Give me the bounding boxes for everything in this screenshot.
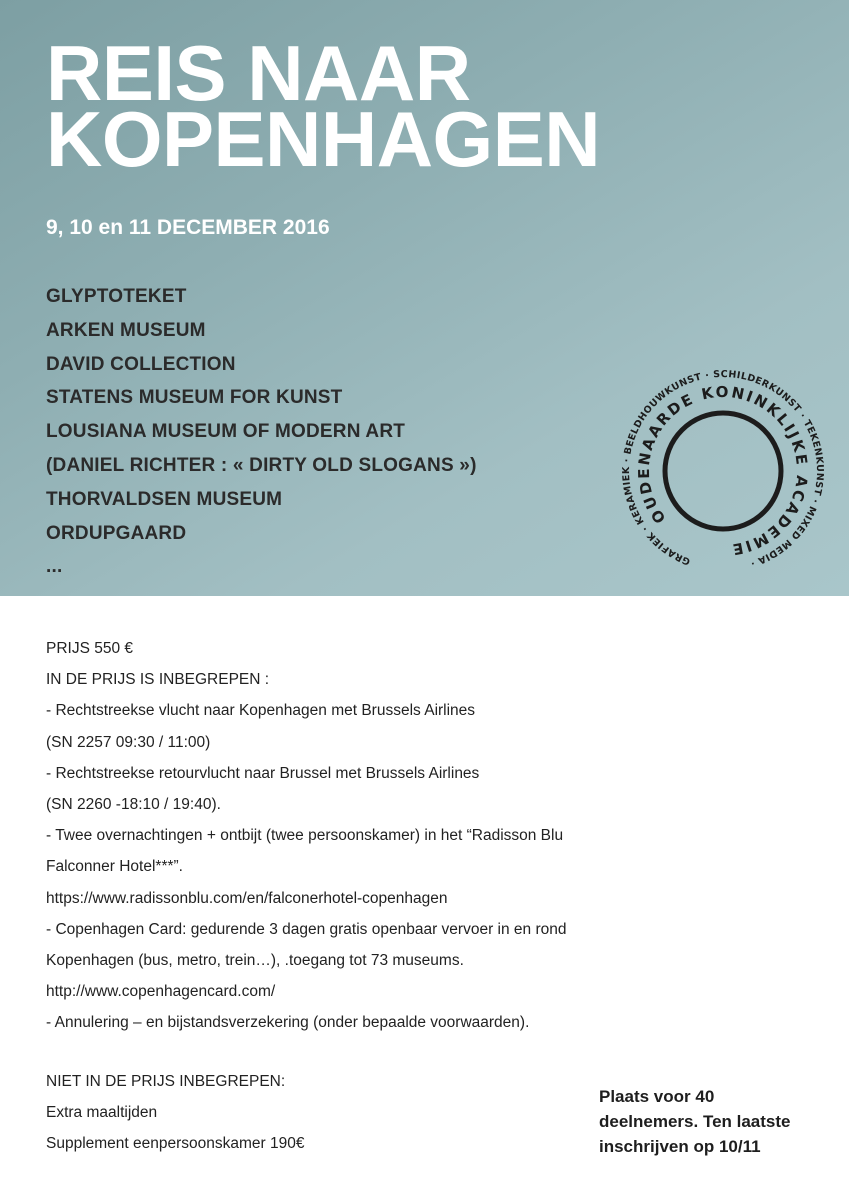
- hotel-url: https://www.radissonblu.com/en/falconerhotel-copenhagen: [46, 889, 448, 907]
- notice-line: Plaats voor 40: [599, 1087, 715, 1106]
- detail-line: - Rechtstreekse vlucht naar Kopenhagen met Brussels Airlines: [46, 702, 476, 720]
- excluded-heading: NIET IN DE PRIJS INBEGREPEN:: [46, 1073, 286, 1090]
- notice-line: inschrijven op 10/11: [599, 1137, 761, 1156]
- detail-line: Falconner Hotel***”.: [46, 858, 183, 876]
- detail-line: - Annulering – en bijstandsverzekering (onder bepaalde voorwaarden).: [46, 1014, 530, 1032]
- title-line-1: REIS NAAR: [46, 29, 471, 117]
- detail-line: - Twee overnachtingen + ontbijt (twee persoonskamer) in het “Radisson Blu: [46, 827, 564, 845]
- museum-item: (DANIEL RICHTER : « DIRTY OLD SLOGANS »): [46, 454, 477, 476]
- museum-item: ARKEN MUSEUM: [46, 319, 206, 341]
- price-label: PRIJS 550 €: [46, 640, 134, 657]
- museum-item: STATENS MUSEUM FOR KUNST: [46, 387, 343, 409]
- trip-date: 9, 10 en 11 DECEMBER 2016: [46, 216, 330, 239]
- page-title: [46, 29, 601, 183]
- museum-item: LOUSIANA MUSEUM OF MODERN ART: [46, 421, 406, 443]
- svg-text:OUDENAARDE KONINKLIJKE ACADEMI: [618, 366, 828, 576]
- title-line-2: KOPENHAGEN: [46, 95, 601, 183]
- detail-line: - Rechtstreekse retourvlucht naar Brussel met Brussels Airlines: [46, 764, 480, 782]
- detail-line: Kopenhagen (bus, metro, trein…), .toegang tot 73 museums.: [46, 952, 464, 970]
- museum-item: GLYPTOTEKET: [46, 286, 187, 307]
- museum-list: [46, 280, 477, 584]
- detail-line: - Copenhagen Card: gedurende 3 dagen gratis openbaar vervoer in en rond: [46, 920, 567, 938]
- notice-line: deelnemers. Ten laatste: [599, 1112, 791, 1131]
- detail-line: (SN 2260 -18:10 / 19:40).: [46, 796, 221, 814]
- excluded-item: Supplement eenpersoonskamer 190€: [46, 1135, 305, 1153]
- included-heading: IN DE PRIJS IS INBEGREPEN :: [46, 671, 270, 689]
- museum-item: ORDUPGAARD: [46, 522, 187, 544]
- copenhagen-card-url: http://www.copenhagencard.com/: [46, 983, 276, 1001]
- excluded-item: Extra maaltijden: [46, 1104, 158, 1122]
- hero-banner: [0, 0, 849, 596]
- registration-notice: [599, 1084, 839, 1159]
- stamp-inner-text: OUDENAARDE KONINKLIJKE ACADEMIE: [634, 382, 812, 559]
- stamp-outer-text: GRAFIEK · KERAMIEK · BEELDHOUWKUNST · SCHILDERKUNST · TEKENKUNST · MIXED MEDIA ·: [620, 368, 826, 569]
- museum-item: ...: [46, 556, 63, 578]
- museum-item: DAVID COLLECTION: [46, 353, 236, 375]
- excluded-list: [46, 1066, 305, 1160]
- price-details: [46, 633, 566, 1039]
- academy-stamp-logo: [618, 366, 828, 576]
- detail-line: (SN 2257 09:30 / 11:00): [46, 733, 211, 751]
- museum-item: THORVALDSEN MUSEUM: [46, 488, 283, 510]
